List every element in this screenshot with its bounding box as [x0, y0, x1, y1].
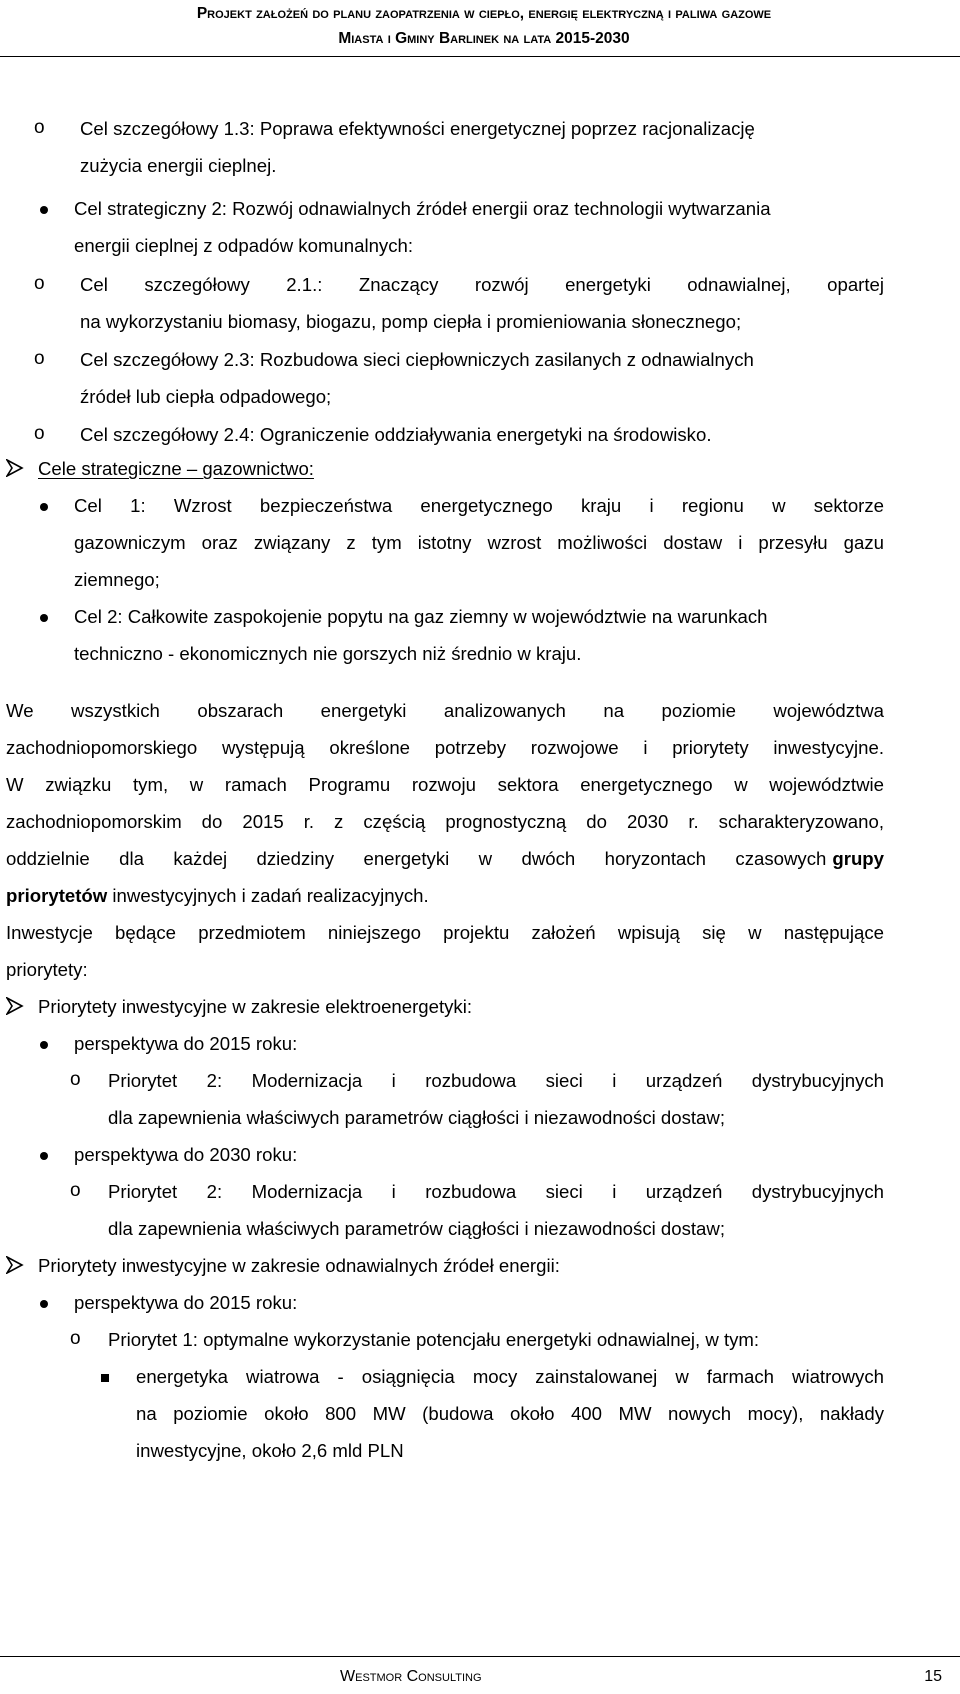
bullet-icon	[40, 206, 48, 214]
footer-company: Westmor Consulting	[340, 1668, 482, 1685]
list-item-text: Priorytet 2: Modernizacja i rozbudowa sieci i urządzeń dystrybucyjnych	[108, 1070, 884, 1091]
list-item-text: dla zapewnienia właściwych parametrów ciągłości i niezawodności dostaw;	[108, 1107, 725, 1128]
paragraph-line: priorytety:	[6, 959, 88, 980]
paragraph-line: zachodniopomorskim do 2015 r. z częścią prognostyczną do 2030 r. scharakteryzowano,	[6, 811, 884, 832]
list-item-text: Cel szczegółowy 2.3: Rozbudowa sieci ciepłowniczych zasilanych z odnawialnych	[80, 349, 754, 370]
list-item-text: energetyka wiatrowa - osiągnięcia mocy zainstalowanej w farmach wiatrowych	[136, 1366, 884, 1387]
bullet-icon	[40, 1300, 48, 1308]
list-item-text: ziemnego;	[74, 569, 160, 590]
paragraph-line: zachodniopomorskiego występują określone potrzeby rozwojowe i priorytety inwestycyjne.	[6, 737, 884, 758]
section-heading: Cele strategiczne – gazownictwo:	[38, 458, 314, 479]
header-divider	[0, 56, 960, 57]
paragraph-line	[6, 848, 884, 870]
arrow-bullet-icon	[6, 997, 24, 1015]
list-item-text: techniczno - ekonomicznych nie gorszych niż średnio w kraju.	[74, 643, 582, 664]
header-title-line2: Miasta i Gminy Barlinek na lata 2015-2030	[338, 30, 630, 47]
list-item-text: Cel strategiczny 2: Rozwój odnawialnych źródeł energii oraz technologii wytwarzania	[74, 198, 771, 219]
list-item-text: źródeł lub ciepła odpadowego;	[80, 386, 332, 407]
bullet-icon	[40, 614, 48, 622]
footer-divider	[0, 1656, 960, 1657]
paragraph-text: inwestycyjnych i zadań realizacyjnych.	[107, 885, 429, 906]
circle-bullet-icon: o	[34, 423, 45, 444]
list-item-text: Priorytet 2: Modernizacja i rozbudowa sieci i urządzeń dystrybucyjnych	[108, 1181, 884, 1202]
list-item-text: na poziomie około 800 MW (budowa około 400 MW nowych mocy), nakłady	[136, 1403, 884, 1424]
list-item-text: Cel szczegółowy 2.1.: Znaczący rozwój energetyki odnawialnej, opartej	[80, 274, 884, 295]
paragraph-line	[6, 885, 429, 907]
list-item-text: perspektywa do 2015 roku:	[74, 1292, 298, 1313]
section-heading: Priorytety inwestycyjne w zakresie odnawialnych źródeł energii:	[38, 1255, 560, 1276]
header-title-line1: Projekt założeń do planu zaopatrzenia w ciepło, energię elektryczną i paliwa gazowe	[196, 5, 772, 22]
circle-bullet-icon: o	[70, 1180, 81, 1201]
paragraph-line: W związku tym, w ramach Programu rozwoju sektora energetycznego w województwie	[6, 774, 884, 795]
list-item-text: Cel 1: Wzrost bezpieczeństwa energetycznego kraju i regionu w sektorze	[74, 495, 884, 516]
section-heading: Priorytety inwestycyjne w zakresie elektroenergetyki:	[38, 996, 473, 1017]
paragraph-line: We wszystkich obszarach energetyki analizowanych na poziomie województwa	[6, 700, 884, 721]
circle-bullet-icon: o	[70, 1069, 81, 1090]
list-item-text: dla zapewnienia właściwych parametrów ciągłości i niezawodności dostaw;	[108, 1218, 725, 1239]
list-item-text: energii cieplnej z odpadów komunalnych:	[74, 235, 414, 256]
list-item-text: na wykorzystaniu biomasy, biogazu, pomp ciepła i promieniowania słonecznego;	[80, 311, 742, 332]
list-item-text: perspektywa do 2015 roku:	[74, 1033, 298, 1054]
arrow-bullet-icon	[6, 459, 24, 477]
list-item-text: Cel szczegółowy 2.4: Ograniczenie oddziaływania energetyki na środowisko.	[80, 424, 712, 445]
paragraph-line: Inwestycje będące przedmiotem niniejszego projektu założeń wpisują się w następujące	[6, 922, 884, 943]
emphasis-text: priorytetów	[6, 885, 108, 906]
emphasis-text: grupy	[832, 848, 884, 869]
list-item-text: gazowniczym oraz związany z tym istotny wzrost możliwości dostaw i przesyłu gazu	[74, 532, 884, 553]
list-item-text: Cel szczegółowy 1.3: Poprawa efektywności energetycznej poprzez racjonalizację	[80, 118, 755, 139]
bullet-icon	[40, 1152, 48, 1160]
bullet-icon	[40, 503, 48, 511]
paragraph-text: oddzielnie dla każdej dziedziny energetyki w dwóch horyzontach czasowych	[6, 848, 827, 869]
circle-bullet-icon: o	[34, 348, 45, 369]
circle-bullet-icon: o	[34, 117, 45, 138]
arrow-bullet-icon	[6, 1256, 24, 1274]
list-item-text: inwestycyjne, około 2,6 mld PLN	[136, 1440, 404, 1461]
list-item-text: Priorytet 1: optymalne wykorzystanie potencjału energetyki odnawialnej, w tym:	[108, 1329, 760, 1350]
page-number: 15	[924, 1668, 942, 1685]
page-header	[0, 0, 960, 56]
list-item-text: Cel 2: Całkowite zaspokojenie popytu na gaz ziemny w województwie na warunkach	[74, 606, 768, 627]
list-item-text: zużycia energii cieplnej.	[80, 155, 277, 176]
circle-bullet-icon: o	[70, 1328, 81, 1349]
circle-bullet-icon: o	[34, 273, 45, 294]
list-item-text: perspektywa do 2030 roku:	[74, 1144, 298, 1165]
bullet-icon	[40, 1041, 48, 1049]
square-bullet-icon	[101, 1374, 109, 1382]
